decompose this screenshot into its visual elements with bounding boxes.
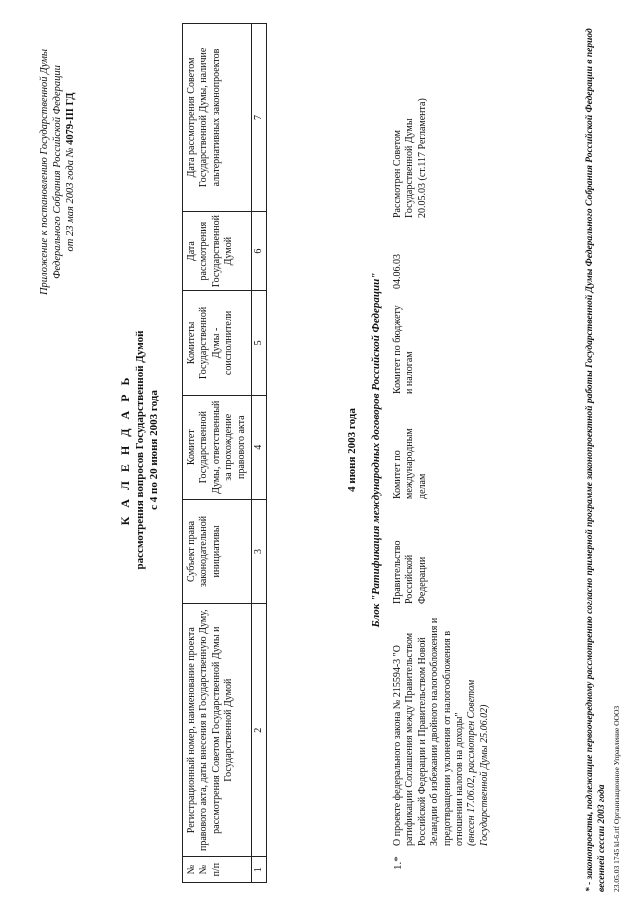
appendix-note [38, 22, 77, 322]
project-note: (внесен 17.06.02, рассмотрен Советом Государственной Думы 25.06.02) [466, 679, 490, 846]
resolution-number: 4079-III ГД [65, 92, 76, 145]
column-number: 5 [252, 291, 267, 395]
header-co-committees: Комитеты Государственной Думы - соисполнители [183, 291, 252, 395]
section-date: 4 июня 2003 года [346, 408, 358, 492]
calendar-header-table [182, 23, 267, 883]
row-duma-date: 04.06.03 [392, 254, 403, 289]
column-number: 4 [252, 395, 267, 499]
column-number: 7 [252, 24, 267, 212]
column-number: 2 [252, 604, 267, 857]
header-number: №№ п/п [183, 857, 252, 883]
column-number: 6 [252, 211, 267, 290]
row-committee: Комитет по международным делам [392, 428, 428, 499]
appendix-line-1: Приложение к постановлению Государственной Думы [39, 48, 50, 296]
appendix-date: от 23 мая 2003 года № [65, 147, 76, 252]
row-subject: Правительство Российской Федерации [392, 540, 428, 604]
header-committee: Комитет Государственной Думы, ответственный за прохождение правового акта [183, 395, 252, 499]
row-council-info: Рассмотрен Советом Государственной Думы 20.05.03 (ст.117 Регламента) [392, 98, 428, 218]
header-subject: Субъект права законодательной инициативы [183, 499, 252, 603]
header-duma-date: Дата рассмотрения Государственной Думой [183, 211, 252, 290]
footnote: * - законопроекты, подлежащие первоочередному рассмотрению согласно примерной программе законопроектной работы Государственной Думы Федерального Собрания Российской Федерации в период весенней сессии 2003 года [585, 28, 607, 892]
row-number: 1.* [392, 856, 404, 870]
column-number: 1 [252, 857, 267, 883]
header-project: Регистрационный номер, наименование проекта правового акта, даты внесения в Государственную Думу, рассмотрения Советом Государственной Думы и Государственной Думой [183, 604, 252, 857]
project-title: О проекте федерального закона № 215594-3 "О ратификации Соглашения между Правительством Российской Федерации и Правительством Новой Зеландии об избежании двойного налогообложения и предотвращении уклонения от налогообложения в отношении налогов на доходы" [392, 617, 466, 846]
document-title: К А Л Е Н Д А Р Ь [118, 374, 132, 526]
column-number: 3 [252, 499, 267, 603]
header-council-date: Дата рассмотрения Советом Государственной Думы, наличие альтернативных законопроектов [183, 24, 252, 212]
appendix-line-2: Федерального Собрания Российской Федерации [52, 65, 63, 279]
row-project [392, 616, 491, 846]
document-period: с 4 по 20 июня 2003 года [148, 390, 160, 510]
block-title: Блок "Ратификация международных договоров Российской Федерации" [370, 272, 382, 628]
file-footer: 23.05.03 1745 kl-6.rtf Организационное Управление ООО3 [612, 705, 621, 892]
row-co-committees: Комитет по бюджету и налогам [392, 305, 416, 394]
document-subtitle: рассмотрения вопросов Государственной Думой [134, 330, 146, 570]
appendix-line-3 [64, 22, 77, 322]
